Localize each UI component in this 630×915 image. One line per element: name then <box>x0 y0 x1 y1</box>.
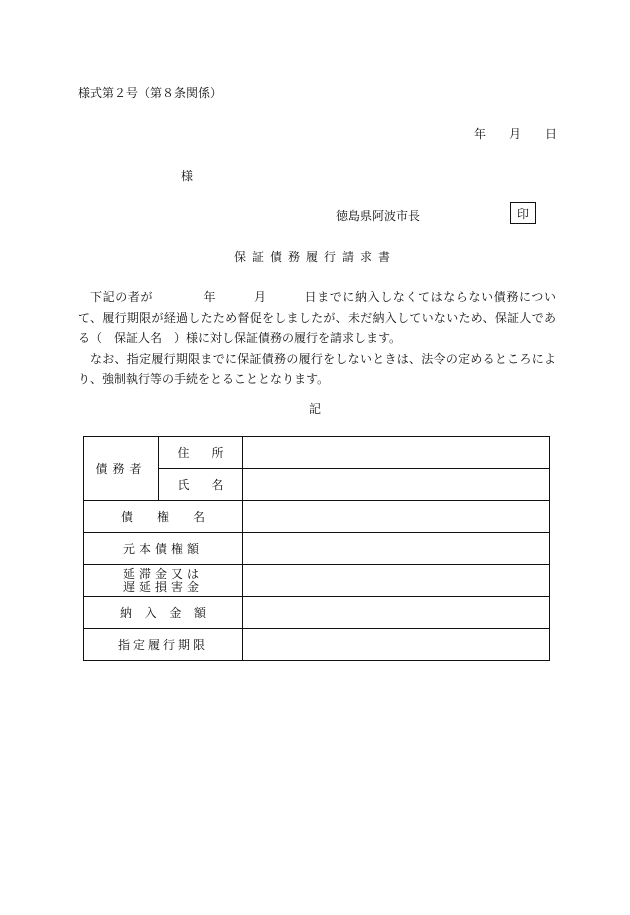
claim-name-value-cell[interactable] <box>243 501 550 533</box>
body-text <box>78 287 556 390</box>
table-row <box>84 501 550 533</box>
address-label: 住 所 <box>177 446 224 460</box>
seal-box <box>510 202 536 224</box>
table-row <box>84 533 550 565</box>
document-title: 保証債務履行請求書 <box>233 250 396 264</box>
payment-amount-value-cell[interactable] <box>243 597 550 629</box>
name-label: 氏 名 <box>177 478 224 492</box>
name-header-cell <box>159 469 243 501</box>
payment-amount-header-cell <box>84 597 243 629</box>
seal-label: 印 <box>516 206 529 221</box>
deadline-label: 指定履行期限 <box>117 638 208 652</box>
address-header-cell <box>159 437 243 469</box>
delay-charge-label-line2: 遅延損害金 <box>122 579 203 594</box>
table-row <box>84 437 550 469</box>
principal-value-cell[interactable] <box>243 533 550 565</box>
delay-charge-header-cell <box>84 565 243 597</box>
body-paragraph-1: 下記の者が 年 月 日までに納入しなくてはならない債務について、履行期限が経過したため督促をしましたが、未だ納入していないため、保証人である（ 保証人名 ）様に対し保証債務の履行を請求します。 <box>78 290 556 345</box>
date-day-label: 日 <box>545 127 558 141</box>
issuer-name: 徳島県阿波市長 <box>336 209 421 223</box>
debtor-header-cell <box>84 437 159 501</box>
body-paragraph-2: なお、指定履行期限までに保証債務の履行をしないときは、法令の定めるところにより、強制執行等の手続をとることとなります。 <box>78 351 556 386</box>
debtor-label: 債務者 <box>95 462 147 476</box>
deadline-header-cell <box>84 629 243 661</box>
principal-header-cell <box>84 533 243 565</box>
date-year-label: 年 <box>474 127 487 141</box>
table-row <box>84 597 550 629</box>
claim-details-table <box>83 436 550 661</box>
table-row <box>84 565 550 597</box>
delay-charge-label-line1: 延滞金又は <box>122 566 203 581</box>
date-month-label: 月 <box>509 127 522 141</box>
address-value-cell[interactable] <box>243 437 550 469</box>
name-value-cell[interactable] <box>243 469 550 501</box>
form-number: 様式第２号（第８条関係） <box>78 86 223 100</box>
claim-name-label: 債 権 名 <box>121 510 205 524</box>
deadline-value-cell[interactable] <box>243 629 550 661</box>
table-row <box>84 629 550 661</box>
ki-heading: 記 <box>308 402 321 416</box>
addressee-suffix: 様 <box>181 169 194 183</box>
principal-label: 元本債権額 <box>122 542 203 556</box>
delay-charge-value-cell[interactable] <box>243 565 550 597</box>
claim-name-header-cell <box>84 501 243 533</box>
payment-amount-label: 納 入 金 額 <box>120 606 206 620</box>
